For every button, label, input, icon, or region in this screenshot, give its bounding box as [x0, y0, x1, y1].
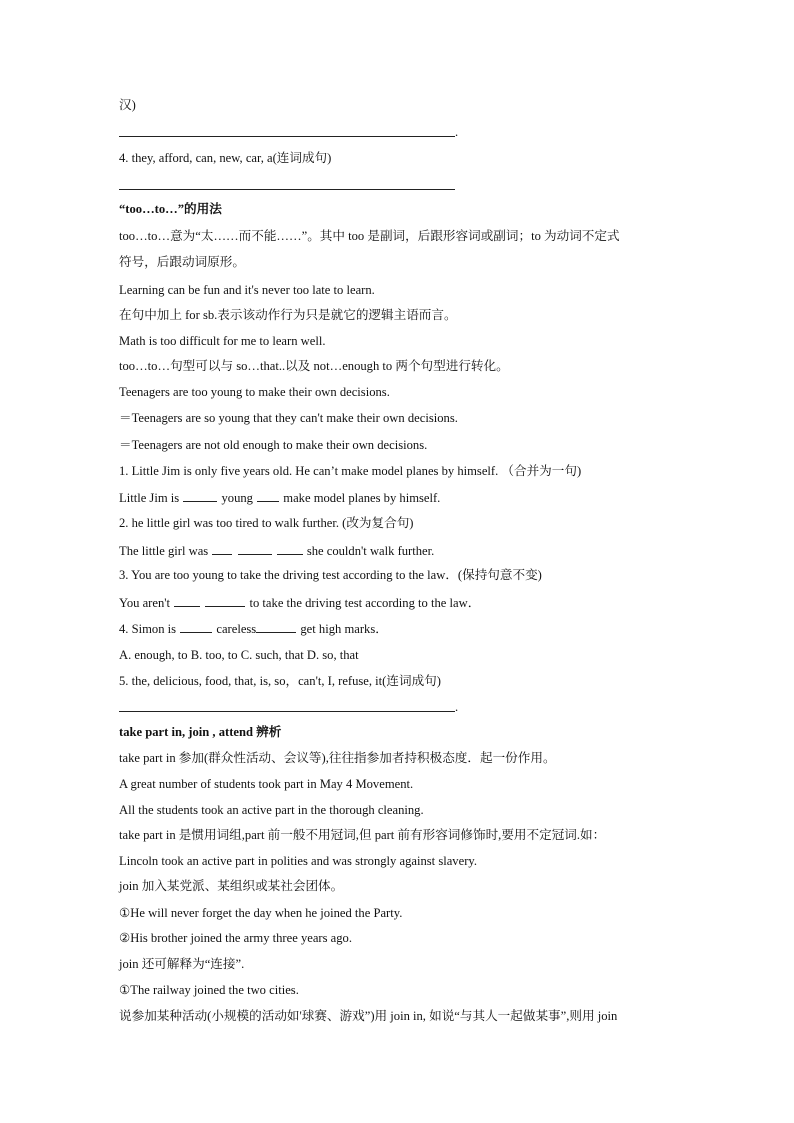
answer-blank[interactable] [174, 594, 200, 607]
example-sentence: ＝Teenagers are not old enough to make their own decisions. [119, 438, 428, 452]
example-sentence: Teenagers are too young to make their own decisions. [119, 385, 390, 399]
text-line: 在句中加上 for sb.表示该动作行为只是就它的逻辑主语而言。 [119, 308, 457, 322]
example-sentence: ①The railway joined the two cities. [119, 983, 299, 997]
period-mark: . [455, 700, 459, 714]
answer-blank[interactable] [183, 489, 217, 502]
example-sentence: Learning can be fun and it's never too late to learn. [119, 283, 375, 297]
example-sentence: Lincoln took an active part in polities and was strongly against slavery. [119, 854, 478, 868]
text-line: 说参加某种活动(小规模的活动如'球赛、游戏”)用 join in, 如说“与其人一起做某事”,则用 join [119, 1009, 618, 1023]
example-sentence: All the students took an active part in the thorough cleaning. [119, 803, 424, 817]
example-sentence: A great number of students took part in May 4 Movement. [119, 777, 414, 791]
answer-blank[interactable] [238, 542, 272, 555]
answer-blank[interactable] [277, 542, 303, 555]
text-line: 汉) [119, 98, 136, 112]
answer-blank[interactable] [257, 489, 279, 502]
exercise-1-blank-line [119, 489, 440, 506]
section-heading-too-to: “too…to…”的用法 [119, 202, 222, 216]
exercise-2-prompt: 2. he little girl was too tired to walk further. (改为复合句) [119, 516, 414, 530]
text-line: too…to…句型可以与 so…that..以及 not…enough to 两个句型进行转化。 [119, 359, 509, 373]
text-segment: make model planes by himself. [283, 491, 441, 505]
text-segment: Little Jim is [119, 491, 180, 505]
exercise-3-blank-line [119, 594, 480, 611]
exercise-5-prompt: 5. the, delicious, food, that, is, so，can't, I, refuse, it(连词成句) [119, 674, 441, 688]
exercise-4-prompt: 4. they, afford, can, new, car, a(连词成句) [119, 151, 332, 165]
exercise-4-choice-line [119, 620, 388, 637]
text-line: take part in 参加(群众性活动、会议等),往往指参加者持积极态度．起一份作用。 [119, 751, 556, 765]
text-segment: 4. Simon is [119, 622, 177, 636]
text-segment: she couldn't walk further. [306, 544, 435, 558]
section-heading-take-part-in: take part in, join , attend 辨析 [119, 725, 282, 739]
answer-blank[interactable] [180, 620, 212, 633]
exercise-2-blank-line [119, 542, 434, 559]
text-line: 符号，后跟动词原形。 [119, 255, 245, 269]
text-segment: get high marks． [300, 622, 388, 636]
text-segment: You aren't [119, 596, 171, 610]
text-line: too…to…意为“太……而不能……”。其中 too 是副词，后跟形容词或副词；to 为动词不定式 [119, 229, 620, 243]
period-mark: . [455, 125, 459, 139]
example-sentence: ＝Teenagers are so young that they can't make their own decisions. [119, 411, 458, 425]
example-sentence: Math is too difficult for me to learn well. [119, 334, 326, 348]
example-sentence: ①He will never forget the day when he joined the Party. [119, 906, 403, 920]
text-segment: careless [216, 622, 257, 636]
answer-line [119, 136, 455, 137]
answer-line [119, 189, 455, 190]
multiple-choice-options: A. enough, to B. too, to C. such, that D. so, that [119, 648, 359, 662]
text-line: join 加入某党派、某组织或某社会团体。 [119, 879, 344, 893]
text-line: join 还可解释为“连接”. [119, 957, 245, 971]
exercise-1-prompt: 1. Little Jim is only five years old. He can’t make model planes by himself. （合并为一句) [119, 464, 582, 478]
text-line: take part in 是惯用词组,part 前一般不用冠词,但 part 前有形容词修饰时,要用不定冠词.如： [119, 828, 606, 842]
text-segment: young [221, 491, 253, 505]
answer-line [119, 711, 455, 712]
example-sentence: ②His brother joined the army three years ago. [119, 931, 353, 945]
text-segment: to take the driving test according to the law． [249, 596, 481, 610]
answer-blank[interactable] [212, 542, 232, 555]
exercise-3-prompt: 3. You are too young to take the driving test according to the law．(保持句意不变) [119, 568, 542, 582]
text-segment: The little girl was [119, 544, 209, 558]
answer-blank[interactable] [256, 620, 296, 633]
answer-blank[interactable] [205, 594, 245, 607]
